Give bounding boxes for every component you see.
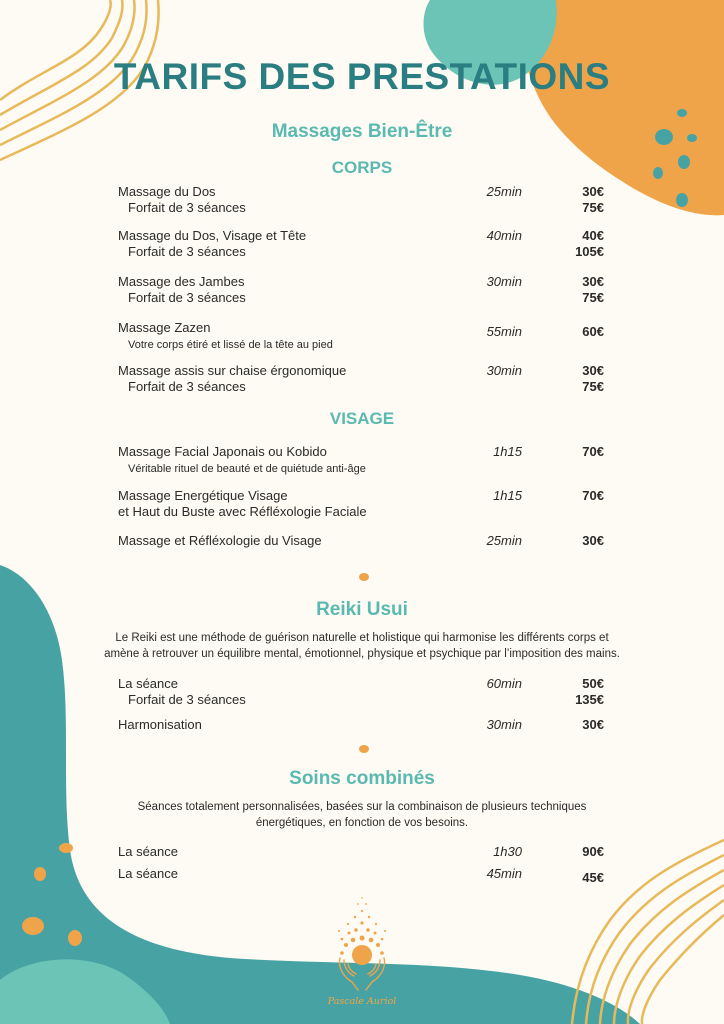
item-sub: Votre corps étiré et lissé de la tête au pied xyxy=(128,339,333,351)
item-duration: 30min xyxy=(486,363,522,378)
subsection-heading-visage: VISAGE xyxy=(329,409,395,428)
item-package-price: 75€ xyxy=(582,200,604,215)
item-duration: 45min xyxy=(486,866,522,881)
price-item xyxy=(118,363,608,403)
price-item xyxy=(118,184,608,224)
hands-sun-logo-icon xyxy=(322,894,402,998)
reiki-description xyxy=(80,630,644,662)
item-sub: Forfait de 3 séances xyxy=(128,244,246,259)
price-item xyxy=(118,533,608,553)
item-price: 30€ xyxy=(582,533,604,548)
page-title: TARIFS DES PRESTATIONS xyxy=(113,56,611,97)
price-item xyxy=(118,488,608,528)
price-item xyxy=(118,717,608,737)
item-price: 40€ xyxy=(582,228,604,243)
item-duration: 25min xyxy=(486,533,522,548)
separator-dot xyxy=(359,745,369,753)
description-line: amène à retrouver un équilibre mental, émotionnel, physique et psychique par l’imposition des mains. xyxy=(104,648,620,660)
item-name: Massage Zazen xyxy=(118,320,211,335)
item-duration: 1h15 xyxy=(493,444,522,459)
price-item xyxy=(118,676,608,716)
item-name: Massage et Réfléxologie du Visage xyxy=(118,533,322,548)
item-price: 60€ xyxy=(582,324,604,339)
item-duration: 55min xyxy=(486,324,522,339)
item-price: 30€ xyxy=(582,184,604,199)
item-duration: 30min xyxy=(486,274,522,289)
item-price: 70€ xyxy=(582,488,604,503)
item-duration: 40min xyxy=(486,228,522,243)
description-line: énergétiques, en fonction de vos besoins. xyxy=(255,817,469,829)
price-item xyxy=(118,274,608,314)
item-sub: Véritable rituel de beauté et de quiétude anti-âge xyxy=(128,463,366,475)
price-item xyxy=(118,444,608,484)
description-line: Séances totalement personnalisées, basées sur la combinaison de plusieurs techniques xyxy=(137,801,587,813)
item-price: 70€ xyxy=(582,444,604,459)
item-name: La séance xyxy=(118,866,178,881)
item-name: Massage des Jambes xyxy=(118,274,245,289)
description-line: Le Reiki est une méthode de guérison naturelle et holistique qui harmonise les différents corps et xyxy=(115,632,609,644)
price-item xyxy=(118,866,608,886)
item-package-price: 105€ xyxy=(575,244,604,259)
item-duration: 1h30 xyxy=(493,844,522,859)
price-item xyxy=(118,844,608,864)
separator-dot xyxy=(359,573,369,581)
item-name: Massage assis sur chaise érgonomique xyxy=(118,363,347,378)
item-name: Massage du Dos, Visage et Tête xyxy=(118,228,307,243)
item-name: Harmonisation xyxy=(118,717,202,732)
item-price: 90€ xyxy=(582,844,604,859)
item-duration: 25min xyxy=(486,184,522,199)
item-name: Massage Energétique Visage xyxy=(118,488,288,503)
item-duration: 30min xyxy=(486,717,522,732)
item-name: La séance xyxy=(118,844,178,859)
item-name: Massage Facial Japonais ou Kobido xyxy=(118,444,327,459)
soins-description xyxy=(80,799,644,831)
item-package-price: 135€ xyxy=(575,692,604,707)
item-sub: Forfait de 3 séances xyxy=(128,379,246,394)
item-price: 30€ xyxy=(582,363,604,378)
price-item xyxy=(118,228,608,268)
item-package-price: 75€ xyxy=(582,290,604,305)
section-heading-reiki: Reiki Usui xyxy=(316,599,408,620)
section-heading-massages: Massages Bien-Être xyxy=(271,121,453,142)
item-sub: Forfait de 3 séances xyxy=(128,290,246,305)
item-duration: 60min xyxy=(486,676,522,691)
item-sub: Forfait de 3 séances xyxy=(128,200,246,215)
section-heading-soins: Soins combinés xyxy=(289,768,435,789)
item-price: 50€ xyxy=(582,676,604,691)
item-name: Massage du Dos xyxy=(118,184,216,199)
item-sub: Forfait de 3 séances xyxy=(128,692,246,707)
item-sub: et Haut du Buste avec Réfléxologie Faciale xyxy=(118,504,367,519)
subsection-heading-corps: CORPS xyxy=(331,158,393,177)
item-price: 45€ xyxy=(582,870,604,885)
item-price: 30€ xyxy=(582,274,604,289)
brand-name: Pascale Auriol xyxy=(327,996,397,1007)
item-package-price: 75€ xyxy=(582,379,604,394)
item-price: 30€ xyxy=(582,717,604,732)
item-name: La séance xyxy=(118,676,178,691)
item-duration: 1h15 xyxy=(493,488,522,503)
price-item xyxy=(118,320,608,360)
